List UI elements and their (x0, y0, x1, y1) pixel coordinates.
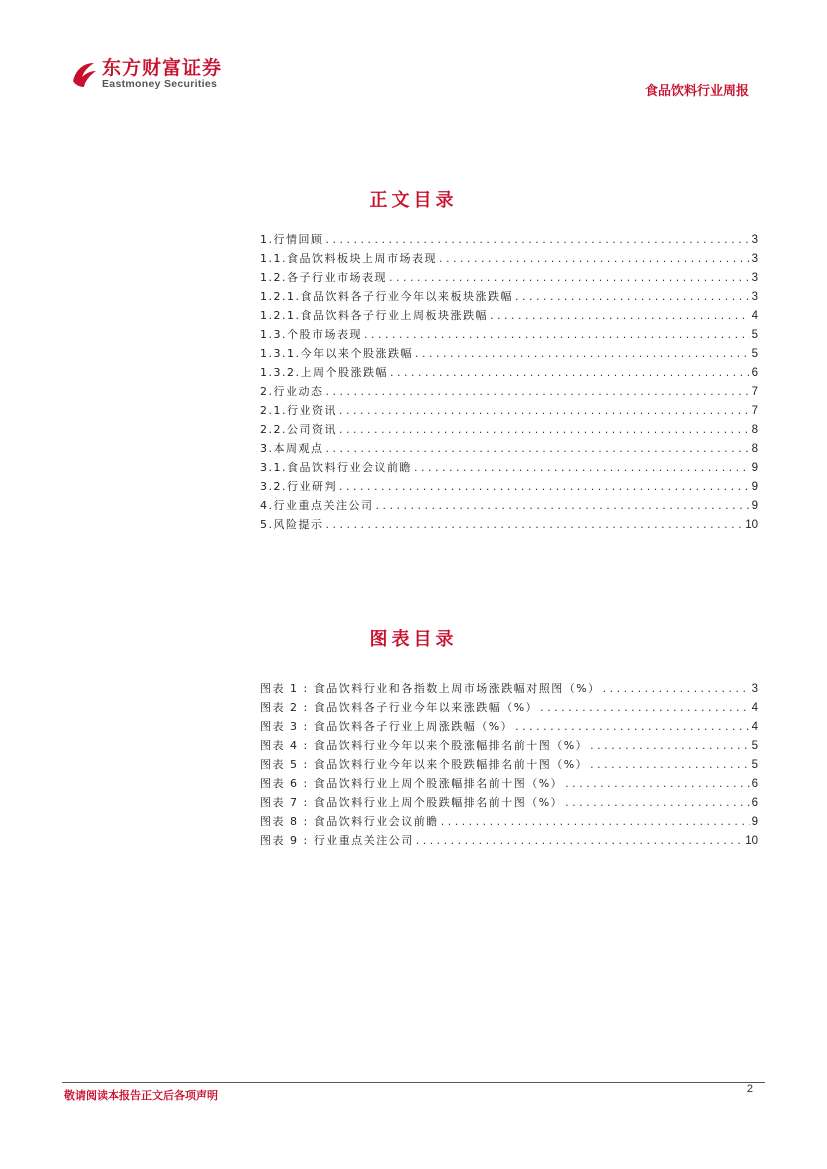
figure-entry-label: 图表 8 : 食品饮料行业会议前瞻 (260, 815, 439, 828)
dot-leader (376, 499, 750, 512)
toc-entry-page: 5 (751, 348, 758, 360)
figure-entry-page: 10 (745, 835, 758, 847)
toc-entry-label: 4.行业重点关注公司 (260, 499, 374, 512)
toc-entry-label: 1.3.1.今年以来个股涨跌幅 (260, 347, 413, 360)
toc-entry[interactable] (260, 440, 758, 459)
report-type: 食品饮料行业周报 (644, 84, 749, 99)
toc-entry-page: 8 (751, 443, 758, 455)
figure-entry-page: 6 (751, 778, 758, 790)
toc-entry-label: 1.2.1.食品饮料各子行业上周板块涨跌幅 (260, 309, 488, 322)
figure-entry-label: 图表 9 : 行业重点关注公司 (260, 834, 414, 847)
figure-entry[interactable] (260, 756, 758, 775)
figure-entry[interactable] (260, 794, 758, 813)
dot-leader (364, 328, 750, 341)
figure-entry[interactable] (260, 832, 758, 851)
dot-leader (490, 309, 750, 322)
toc-entry-label: 1.2.各子行业市场表现 (260, 271, 387, 284)
footer-divider (62, 1082, 765, 1083)
toc-entry[interactable] (260, 364, 758, 383)
toc-entry-page: 3 (751, 291, 758, 303)
toc-entry-page: 9 (751, 462, 758, 474)
logo-chinese-name: 东方财富证券 (102, 57, 223, 79)
figure-entry-label: 图表 4 : 食品饮料行业今年以来个股涨幅排名前十图（%） (260, 739, 589, 752)
figure-entry-label: 图表 6 : 食品饮料行业上周个股涨幅排名前十图（%） (260, 777, 564, 790)
figure-entry-label: 图表 7 : 食品饮料行业上周个股跌幅排名前十图（%） (260, 796, 564, 809)
figure-entry[interactable] (260, 813, 758, 832)
dot-leader (590, 758, 749, 771)
figure-entry[interactable] (260, 699, 758, 718)
figure-entry[interactable] (260, 718, 758, 737)
toc-entry[interactable] (260, 421, 758, 440)
figure-entry-page: 9 (751, 816, 758, 828)
figure-entry-page: 4 (751, 721, 758, 733)
figure-entry-page: 3 (751, 683, 758, 695)
dot-leader (414, 461, 750, 474)
toc-entry[interactable] (260, 497, 758, 516)
dot-leader (339, 480, 750, 493)
toc-entry-label: 1.3.2.上周个股涨跌幅 (260, 366, 388, 379)
dot-leader (339, 404, 750, 417)
toc-entry-label: 1.3.个股市场表现 (260, 328, 362, 341)
company-logo (70, 58, 222, 90)
dot-leader (326, 518, 744, 531)
toc-entry[interactable] (260, 516, 758, 535)
dot-leader (416, 834, 744, 847)
figures-title: 图表目录 (369, 629, 458, 650)
toc-entry-label: 2.行业动态 (260, 385, 324, 398)
figure-entry[interactable] (260, 737, 758, 756)
toc-entry[interactable] (260, 345, 758, 364)
dot-leader (389, 271, 750, 284)
toc-entry[interactable] (260, 250, 758, 269)
footer-disclaimer: 敬请阅读本报告正文后各项声明 (64, 1089, 218, 1102)
dot-leader (339, 423, 750, 436)
toc-entry-label: 1.行情回顾 (260, 233, 324, 246)
toc-entry-page: 9 (751, 481, 758, 493)
toc-entry[interactable] (260, 326, 758, 345)
toc-entry-page: 4 (751, 310, 758, 322)
dot-leader (326, 233, 750, 246)
toc-entry[interactable] (260, 288, 758, 307)
dot-leader (565, 777, 749, 790)
figure-entry-label: 图表 5 : 食品饮料行业今年以来个股跌幅排名前十图（%） (260, 758, 589, 771)
toc-entry-label: 1.1.食品饮料板块上周市场表现 (260, 252, 437, 265)
toc-entry-label: 3.1.食品饮料行业会议前瞻 (260, 461, 412, 474)
toc-entry-page: 3 (751, 272, 758, 284)
dot-leader (515, 290, 750, 303)
page-number: 2 (746, 1083, 753, 1095)
toc-entry-page: 5 (751, 329, 758, 341)
dot-leader (515, 720, 749, 733)
toc-entry-page: 8 (751, 424, 758, 436)
toc-entry[interactable] (260, 478, 758, 497)
dot-leader (439, 252, 750, 265)
toc-entry-label: 3.2.行业研判 (260, 480, 337, 493)
toc-entry-page: 7 (751, 405, 758, 417)
toc-entry-label: 2.2.公司资讯 (260, 423, 337, 436)
figure-entry-label: 图表 2 : 食品饮料各子行业今年以来涨跌幅（%） (260, 701, 539, 714)
toc-entry[interactable] (260, 269, 758, 288)
toc-entry-label: 1.2.1.食品饮料各子行业今年以来板块涨跌幅 (260, 290, 513, 303)
dot-leader (540, 701, 749, 714)
toc-entry-page: 10 (745, 519, 758, 531)
figure-entry-label: 图表 3 : 食品饮料各子行业上周涨跌幅（%） (260, 720, 514, 733)
toc-title: 正文目录 (369, 190, 458, 211)
dot-leader (415, 347, 750, 360)
toc-entry-label: 2.1.行业资讯 (260, 404, 337, 417)
figure-entry-label: 图表 1 : 食品饮料行业和各指数上周市场涨跌幅对照图（%） (260, 682, 601, 695)
figure-entry[interactable] (260, 680, 758, 699)
toc-list (260, 231, 758, 535)
logo-english-name: Eastmoney Securities (102, 78, 218, 90)
toc-entry[interactable] (260, 402, 758, 421)
toc-entry[interactable] (260, 459, 758, 478)
dot-leader (590, 739, 749, 752)
dot-leader (326, 385, 750, 398)
figure-entry[interactable] (260, 775, 758, 794)
dot-leader (390, 366, 750, 379)
dot-leader (603, 682, 750, 695)
toc-entry[interactable] (260, 383, 758, 402)
toc-entry-page: 3 (751, 234, 758, 246)
toc-entry-page: 6 (751, 367, 758, 379)
toc-entry[interactable] (260, 231, 758, 250)
toc-entry-label: 5.风险提示 (260, 518, 324, 531)
toc-entry-page: 3 (751, 253, 758, 265)
eastmoney-logo-icon (70, 59, 98, 89)
toc-entry-label: 3.本周观点 (260, 442, 324, 455)
figure-entry-page: 5 (751, 759, 758, 771)
toc-entry-page: 9 (751, 500, 758, 512)
figure-entry-page: 6 (751, 797, 758, 809)
dot-leader (565, 796, 749, 809)
figure-entry-page: 4 (751, 702, 758, 714)
figure-entry-page: 5 (751, 740, 758, 752)
dot-leader (441, 815, 750, 828)
dot-leader (326, 442, 750, 455)
toc-entry[interactable] (260, 307, 758, 326)
toc-entry-page: 7 (751, 386, 758, 398)
figures-list (260, 680, 758, 851)
